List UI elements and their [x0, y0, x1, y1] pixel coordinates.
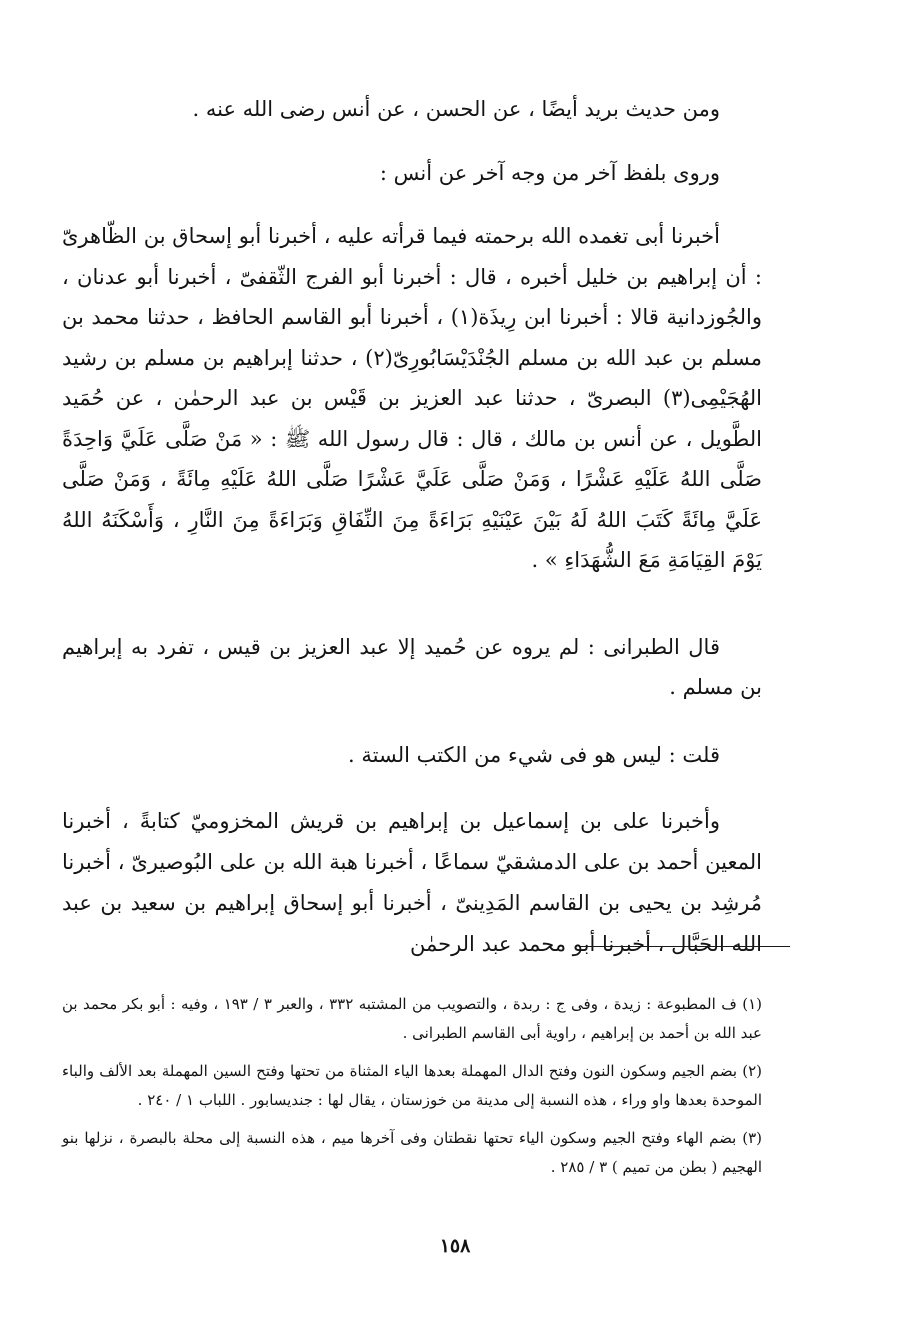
paragraph-tabarani-comment: قال الطبرانى : لم يروه عن حُميد إلا عبد العزيز بن قيس ، تفرد به إبراهيم بن مسلم . — [62, 635, 762, 699]
footnote-2: (٢) بضم الجيم وسكون النون وفتح الدال المهملة بعدها الياء المثناة من تحتها وفتح السين المهملة بعد الألف والباء الموحدة بعدها واو وراء ، هذه النسبة إلى مدينة من خوزستان ، يقال لها : جنديسابور . اللباب ١ / ٢٤٠ . — [62, 1062, 762, 1109]
paragraph-second-isnad: وأخبرنا على بن إسماعيل بن إبراهيم بن قريش المخزوميّ كتابةً ، أخبرنا المعين أحمد بن على الدمشقيّ سماعًا ، أخبرنا هبة الله بن على البُوصيرىّ ، أخبرنا مُرشِد بن يحيى بن القاسم المَدِينىّ ، أخبرنا أبو إسحاق إبراهيم بن سعيد بن عبد الله الحَبَّال ، أخبرنا أبو محمد عبد الرحمٰن — [62, 809, 762, 956]
paragraph-author-note: قلت : ليس هو فى شيء من الكتب الستة . — [348, 743, 720, 767]
paragraph-hadith-source: ومن حديث بريد أيضًا ، عن الحسن ، عن أنس رضى الله عنه . — [192, 97, 720, 121]
footnotes-section — [62, 990, 762, 1191]
footnote-1: (١) ف المطبوعة : زيدة ، وفى ج : ربدة ، والتصويب من المشتبه ٣٣٢ ، والعبر ٣ / ١٩٣ ، وفيه : أبو بكر محمد بن عبد الله بن أحمد بن إبراهيم ، راوية أبى القاسم الطبرانى . — [62, 995, 762, 1042]
page-number: ١٥٨ — [439, 1235, 471, 1257]
footnote-separator — [580, 946, 790, 947]
paragraph-isnad-and-hadith: أخبرنا أبى تغمده الله برحمته فيما قرأته عليه ، أخبرنا أبو إسحاق بن الظّاهرىّ : أن إبراهيم بن خليل أخبره ، قال : أخبرنا أبو الفرج الثّقفىّ ، أخبرنا أبو عدنان ، والجُوزدانية قالا : أخبرنا ابن رِيذَة(١) ، أخبرنا أبو القاسم الحافظ ، حدثنا محمد بن مسلم بن عبد الله بن مسلم الجُنْدَيْسَابُورِىّ(٢) ، حدثنا إبراهيم بن مسلم بن رشيد الهُجَيْمِى(٣) البصرىّ ، حدثنا عبد العزيز بن قَيْس بن عبد الرحمٰن ، عن حُمَيد الطَّويل ، عن أنس بن مالك ، قال : قال رسول الله ﷺ : « مَنْ صَلَّى عَلَيَّ وَاحِدَةً صَلَّى اللهُ عَلَيْهِ عَشْرًا ، وَمَنْ صَلَّى عَلَيَّ عَشْرًا صَلَّى اللهُ عَلَيْهِ مِائَةً ، وَمَنْ صَلَّى عَلَيَّ مِائَةً كَتَبَ اللهُ لَهُ بَيْنَ عَيْنَيْهِ بَرَاءَةً مِنَ النِّفَاقِ وَبَرَاءَةً مِنَ النَّارِ ، وَأَسْكَنَهُ اللهُ يَوْمَ القِيَامَةِ مَعَ الشُّهَدَاءِ » . — [62, 224, 762, 572]
footnote-3: (٣) بضم الهاء وفتح الجيم وسكون الياء تحتها نقطتان وفى آخرها ميم ، هذه النسبة إلى محلة بالبصرة ، نزلها بنو الهجيم ( بطن من تميم ) ٣ / ٢٨٥ . — [62, 1129, 762, 1176]
paragraph-another-narration: وروى بلفظ آخر من وجه آخر عن أنس : — [379, 161, 720, 185]
